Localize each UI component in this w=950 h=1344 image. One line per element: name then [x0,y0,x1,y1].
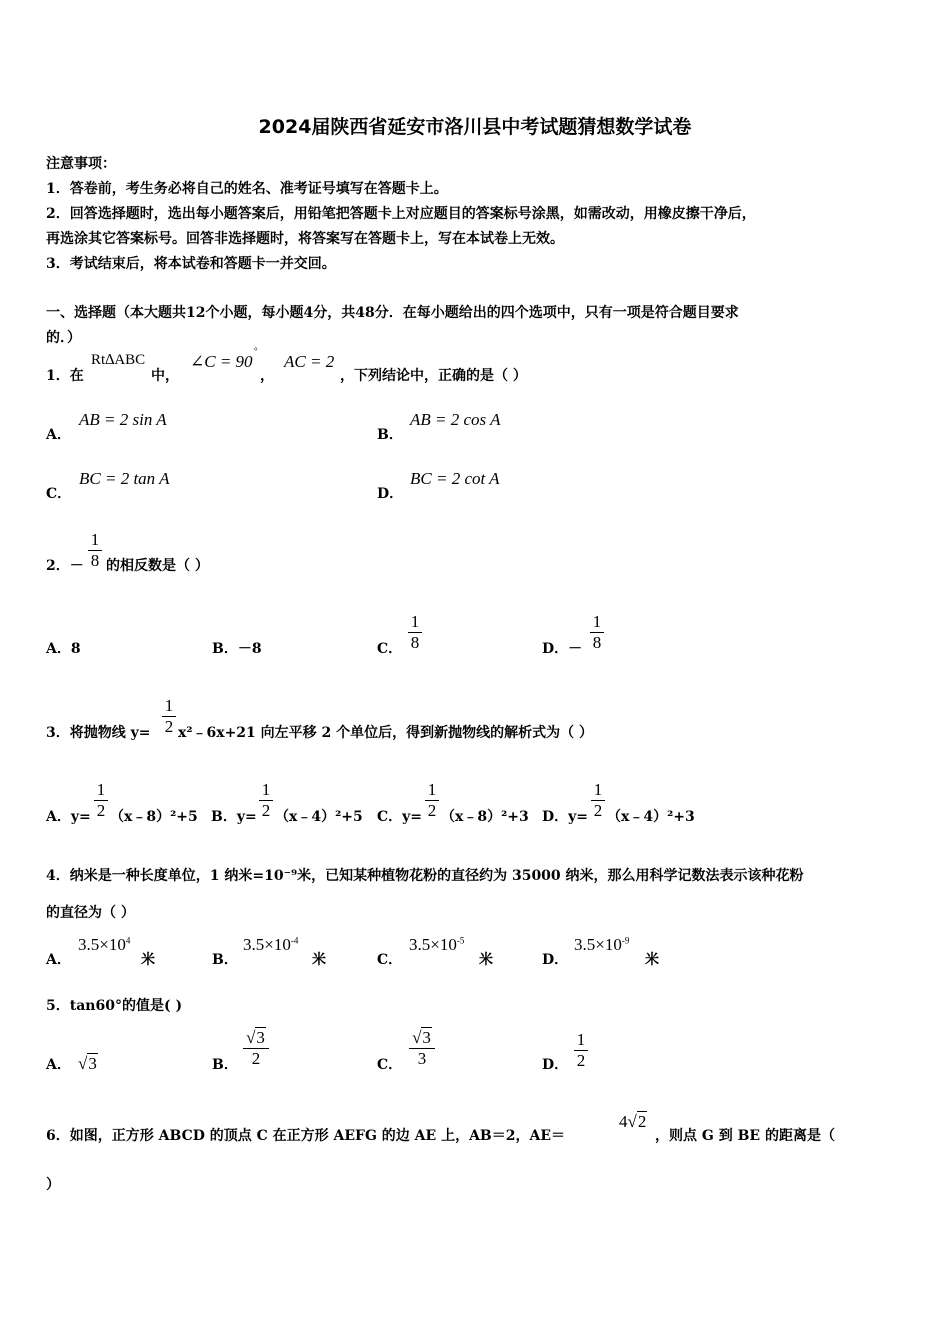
note-1: 1．答卷前，考生务必将自己的姓名、准考证号填写在答题卡上。 [46,181,448,197]
q1-tail: ，下列结论中，正确的是（ ） [340,368,527,384]
q3-lead: 3．将抛物线 y= [46,725,151,741]
q2-option-b: B．－8 [212,641,262,657]
q4-option-a-label: A． [46,952,71,968]
q5-option-a-label: A． [46,1057,71,1073]
q2-option-d-label: D．－ [542,641,583,657]
q5-stem: 5．tan60°的值是( ) [46,998,183,1014]
q4-option-d-label: D． [542,952,569,968]
q4-option-c-label: C． [377,952,403,968]
q4-option-a: $3.5\times 10^4$ [78,935,131,954]
notes-heading: 注意事项： [46,156,116,172]
q5-option-b-fraction: √3 2 [243,1029,269,1068]
q4-line-1: 4．纳米是一种长度单位，1 纳米=10⁻⁹米，已知某种植物花粉的直径约为 35000 纳米，那么用科学记数法表示该种花粉 [46,868,804,884]
q1-option-a-label: A． [46,427,71,443]
q3-option-c-tail: （x﹣8）²+3 [441,809,529,825]
q4-option-d-unit: 米 [645,952,659,968]
note-2b: 再选涂其它答案标号。回答非选择题时，将答案写在答题卡上，写在本试卷上无效。 [46,231,564,247]
q3-option-b-fraction: 1 2 [259,781,273,820]
q1-angle: ∠C = 90 [190,352,253,371]
q4-option-c-unit: 米 [479,952,493,968]
q1-option-c: BC = 2 tan A [79,469,170,488]
q2-option-d-fraction: 1 8 [590,613,604,652]
q3-option-c-fraction: 1 2 [425,781,439,820]
q4-option-d: $3.5\times 10^{-9}$ [574,935,630,954]
q3-option-a-tail: （x﹣8）²+5 [110,809,198,825]
q1-option-d-label: D． [377,486,404,502]
q1-option-c-label: C． [46,486,72,502]
q1-option-b: AB = 2 cos A [410,410,501,429]
q3-option-a-fraction: 1 2 [94,781,108,820]
q4-option-a-unit: 米 [141,952,155,968]
note-2a: 2．回答选择题时，选出每小题答案后，用铅笔把答题卡上对应题目的答案标号涂黑，如需改动，用橡皮擦干净后， [46,206,756,222]
q3-option-d-fraction: 1 2 [591,781,605,820]
q6-tail: ，则点 G 到 BE 的距离是（ [655,1128,835,1144]
q4-option-c: $3.5\times 10^{-5}$ [409,935,465,954]
q2-fraction: 1 8 [88,531,102,570]
q6-close: ） [46,1177,60,1193]
q5-option-d-label: D． [542,1057,569,1073]
q4-option-b-unit: 米 [312,952,326,968]
q6-value: 4√2 [619,1112,647,1131]
q1-ac: AC = 2 [284,352,335,371]
page-title: 2024届陕西省延安市洛川县中考试题猜想数学试卷 [258,116,692,138]
q5-option-c-fraction: √3 3 [409,1029,435,1068]
q1-lead: 1．在 [46,368,84,384]
q3-option-c-label: C．y= [377,809,423,825]
note-3: 3．考试结束后，将本试卷和答题卡一并交回。 [46,256,336,272]
q1-degree: ° [254,346,258,356]
q4-option-b: $3.5\times 10^{-4}$ [243,935,299,954]
q1-mid: 中， [151,368,179,384]
section-heading-a: 一、选择题（本大题共12个小题，每小题4分，共48分．在每小题给出的四个选项中，只有一项是符合题目要求 [46,305,739,321]
q1-option-a: AB = 2 sin A [79,410,167,429]
section-heading-b: 的．） [46,330,81,346]
q5-option-d-fraction: 1 2 [574,1031,588,1070]
q1-triangle: Rt∆ABC [91,352,146,368]
q3-fraction: 1 2 [162,697,176,736]
q3-option-a-label: A．y= [46,809,91,825]
q2-option-c-fraction: 1 8 [408,613,422,652]
q2-option-a: A．8 [46,641,81,657]
q6-lead: 6．如图，正方形 ABCD 的顶点 C 在正方形 AEFG 的边 AE 上，AB＝2，AE＝ [46,1128,566,1144]
q3-option-b-tail: （x﹣4）²+5 [275,809,363,825]
q2-tail: 的相反数是（ ） [106,558,209,574]
q4-line-2: 的直径为（ ） [46,905,135,921]
q5-option-c-label: C． [377,1057,403,1073]
q2-option-c-label: C． [377,641,403,657]
q1-option-b-label: B． [377,427,403,443]
q2-lead: 2．－ [46,558,84,574]
q3-option-b-label: B．y= [211,809,257,825]
q3-option-d-label: D．y= [542,809,589,825]
q4-option-b-label: B． [212,952,238,968]
q5-option-b-label: B． [212,1057,238,1073]
q3-option-d-tail: （x﹣4）²+3 [607,809,695,825]
q1-option-d: BC = 2 cot A [410,469,500,488]
q5-option-a: √3 [78,1054,97,1073]
q1-comma: ， [260,368,274,384]
q3-tail: x²﹣6x+21 向左平移 2 个单位后，得到新抛物线的解析式为（ ） [178,725,594,741]
